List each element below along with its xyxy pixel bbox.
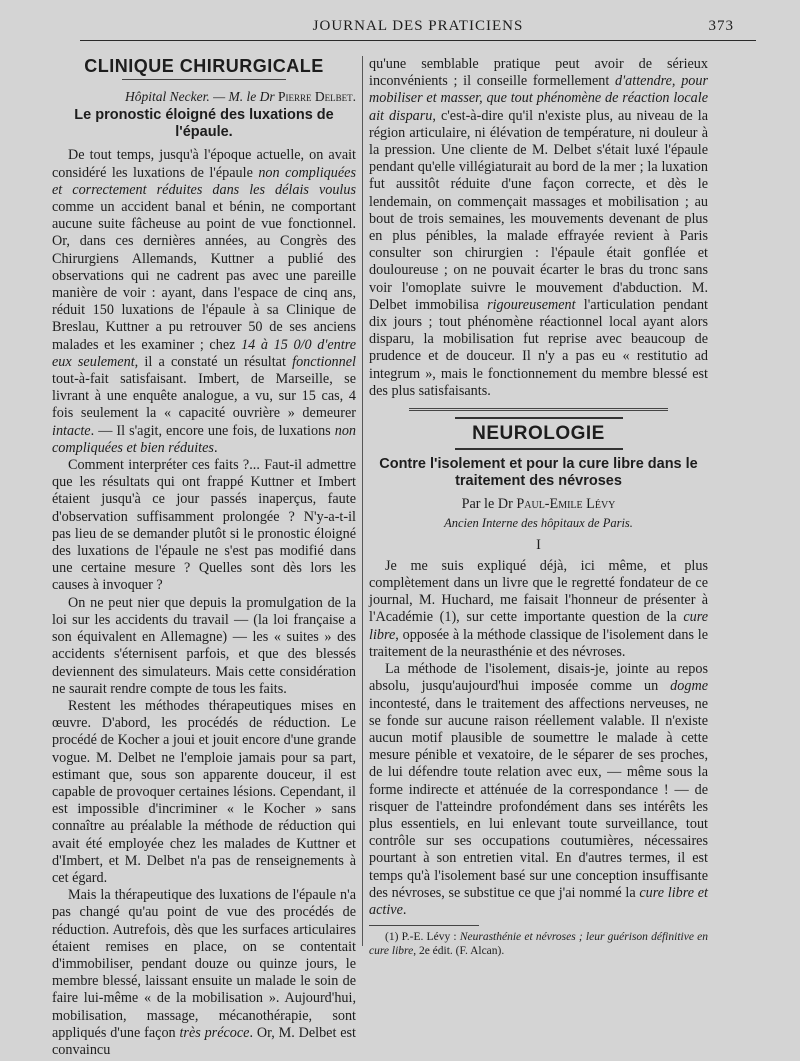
text-run: La méthode de l'isolement, disais-je, jointe au repos absolu, jusqu'aujourd'hui imposée comme un xyxy=(369,661,708,695)
text-run: , opposée à la méthode classique de l'isolement dans le traitement de la neurasthénie et des névroses. xyxy=(369,626,708,660)
italic-run: intacte xyxy=(52,422,91,439)
italic-run: non compliquées et correctement réduites dans les délais voulus xyxy=(52,164,356,198)
italic-run: très précoce xyxy=(179,1024,250,1041)
italic-run: fonctionnel xyxy=(292,353,356,370)
text-run: . xyxy=(402,901,407,918)
paragraph xyxy=(52,887,356,1059)
paragraph xyxy=(369,558,708,661)
author-affiliation: Ancien Interne des hôpitaux de Paris. xyxy=(444,516,633,531)
section-heading-neurologie: NEUROLOGIE xyxy=(455,417,623,450)
part-numeral: I xyxy=(536,536,541,553)
author-line xyxy=(369,496,708,513)
page-number: 373 xyxy=(708,18,734,34)
footnote-rule xyxy=(369,925,479,926)
text-run: qu'une semblable pratique peut avoir de sérieux inconvénients ; il conseille formellement xyxy=(369,56,708,90)
paragraph xyxy=(369,661,708,919)
paragraph xyxy=(369,56,708,400)
journal-title: JOURNAL DES PRATICIENS xyxy=(312,18,524,34)
running-header xyxy=(80,18,756,41)
paragraph xyxy=(52,147,356,457)
left-column xyxy=(52,56,356,1059)
text-run: . — Il s'agit, encore une fois, de luxations xyxy=(90,422,335,439)
text-run: Mais la thérapeutique des luxations de l'épaule n'a pas changé qu'au point de vue des procédés de réduction. Autrefois, dès que les surfaces articulaires étaient remises en place, on se contentait d'immobiliser, pendant douze ou quinze jours, le membre blessé, laissant ensuite un malade le soin de faire lui-même « de la mobilisation ». Aujourd'hui, mobilisation, massage, mécanothérapie, sont appliqués d'une façon xyxy=(52,887,356,1041)
section-heading-clinique: CLINIQUE CHIRURGICALE xyxy=(84,56,324,76)
text-run: , 2e édit. (F. Alcan). xyxy=(413,945,505,958)
paragraph: Restent les méthodes thérapeutiques mises en œuvre. D'abord, les procédés de réduction. Le procédé de Kocher a joui et jouit encore d'une grande vogue. M. Delbet ne l'emploie jamais pour sa part, estimant que, sous son apparente douceur, il est capable de provoquer certaines lésions. Cependant, il est impossible d'incriminer « le Kocher » sans connaître au préalable la méthode de réduction qui avait été employée chez les malades de Kuttner et d'Imbert, et M. Delbet n'a pas de renseignements à cet égard. xyxy=(52,697,356,886)
footnote xyxy=(369,930,708,958)
text-run: , il a constaté un résultat xyxy=(134,353,293,370)
italic-run: Neurasthénie et névroses ; leur guérison définitive en cure libre xyxy=(369,931,708,958)
text-run: . xyxy=(213,439,218,456)
paragraph: Comment interpréter ces faits ?... Faut-il admettre que les résultats qui ont frappé Kuttner et Imbert étaient jusqu'à ce jour passés inaperçus, faute d'observation suffisamment prolongée ? N'y-a-t-il pas lieu de se demander plutôt si le pronostic éloigné des luxations de l'épaule ne s'est pas modifié dans une certaine mesure ? Quelles sont dès lors les causes à invoquer ? xyxy=(52,457,356,594)
article-title-nevroses: Contre l'isolement et pour la cure libre dans le traitement des névroses xyxy=(379,456,698,490)
byline-name: Pierre Delbet. xyxy=(278,89,356,105)
italic-run: cure libre xyxy=(369,609,708,643)
text-run: Je me suis expliqué déjà, ici même, et plus complètement dans un livre que le regretté fondateur de ce journal, M. Huchard, me faisait l'honneur de présenter à l'Académie (1), sur cette importante question de la xyxy=(369,557,708,626)
italic-run: rigoureusement xyxy=(487,296,576,313)
byline-place: Hôpital Necker. xyxy=(125,89,210,105)
text-run: comme un accident banal et bénin, ne comportant aucune suite fâcheuse au point de vue fonctionnel. Or, dans ces dernières années, au Congrès des Chirurgiens Allemands, Kuttner a publié des observations qui ne cadrent pas avec une pareille manière de voir : ayant, dans l'espace de cinq ans, réduit 150 luxations de l'épaule à sa Clinique de Breslau, Kuttner a pu retrouver 50 de ses anciens malades et les examiner ; chez xyxy=(52,199,356,353)
text-run: incontesté, dans le traitement des affections nerveuses, ne se fonde sur aucune raison réellement valable. Il n'existe aucun motif plausible de soumettre le malade à cette mesure pénible et vexatoire, de le séparer de ses proches, de lui défendre toute relation avec eux, — même sous la forme indirecte et atténuée de la correspondance ! — de risquer de l'atteindre profondément dans ses intérêts les plus essentiels, en lui enlevant toute surveillance, tout contrôle sur ses occupations coutumières, nécessaires pourtant à son entretien vital. En d'autres termes, il est temps qu'à l'isolement basé sur une conception insuffisante des névroses, se substitue ce que j'ai nommé la xyxy=(369,695,708,901)
italic-run: 14 à 15 0/0 d'entre eux seulement xyxy=(52,336,356,370)
italic-run: non compliquées et bien réduites xyxy=(52,422,356,456)
section-separator xyxy=(122,79,286,80)
author-name: Paul-Emile Lévy xyxy=(516,496,616,513)
text-run: l'articulation pendant dix jours ; tout phénomène réactionnel local ayant alors disparu, la mobilisation fut reprise avec beaucoup de prudence et de douceur. Il n'y a pas eu « restitutio ad integrum », mais le fonctionnement du membre blessé est des plus satisfaisants. xyxy=(369,296,708,399)
column-divider xyxy=(362,56,363,946)
paragraph: On ne peut nier que depuis la promulgation de la loi sur les accidents du travail — (la loi française a son équivalent en Allemagne) — les « suites » des accidents s'éternisent parfois, et que des blessés deviennent des simulateurs. Mais cette considération ne saurait rendre compte de tous les faits. xyxy=(52,594,356,697)
italic-run: d'attendre, pour mobiliser et masser, que tout phénomène de réaction locale ait disparu xyxy=(369,73,708,124)
text-run: tout-à-fait satisfaisant. Imbert, de Marseille, se livrant à une enquête analogue, a vu, sur 15 cas, 4 fois seulement la « capacité ouvrière » demeurer xyxy=(52,371,356,422)
author-prefix: Par le Dr xyxy=(461,496,517,513)
text-run: , c'est-à-dire qu'il n'existe plus, au niveau de la région articulaire, ni élévation de température, ni douleur à la pression. Une cliente de M. Delbet s'était luxé l'épaule pendant qu'elle villégiaturait au bord de la mer ; la luxation fut aussitôt réduite d'une façon correcte, et dès le lendemain, on commençait massages et mobilisation ; au bout de trois semaines, les mouvements devenant de plus en plus pénibles, la malade effrayée revient à Paris consulter son chirurgien : l'épaule était gonflée et douloureuse ; on ne pouvait écarter le bras du tronc sans voir l'omoplate suivre le mouvement d'abduction. M. Delbet immobilisa xyxy=(369,107,708,313)
text-run: . Or, M. Delbet est convaincu xyxy=(52,1024,356,1058)
byline-dash: — M. le Dr xyxy=(209,89,278,105)
byline xyxy=(52,88,356,105)
article-title-luxations: Le pronostic éloigné des luxations de l'épaule. xyxy=(74,107,334,141)
text-run: (1) P.-E. Lévy : xyxy=(385,931,460,944)
section-separator xyxy=(409,408,668,411)
text-run: De tout temps, jusqu'à l'époque actuelle, on avait considéré les luxations de l'épaule xyxy=(52,147,356,181)
right-column xyxy=(369,56,708,958)
italic-run: dogme xyxy=(670,678,708,695)
italic-run: cure libre et active xyxy=(369,884,708,918)
